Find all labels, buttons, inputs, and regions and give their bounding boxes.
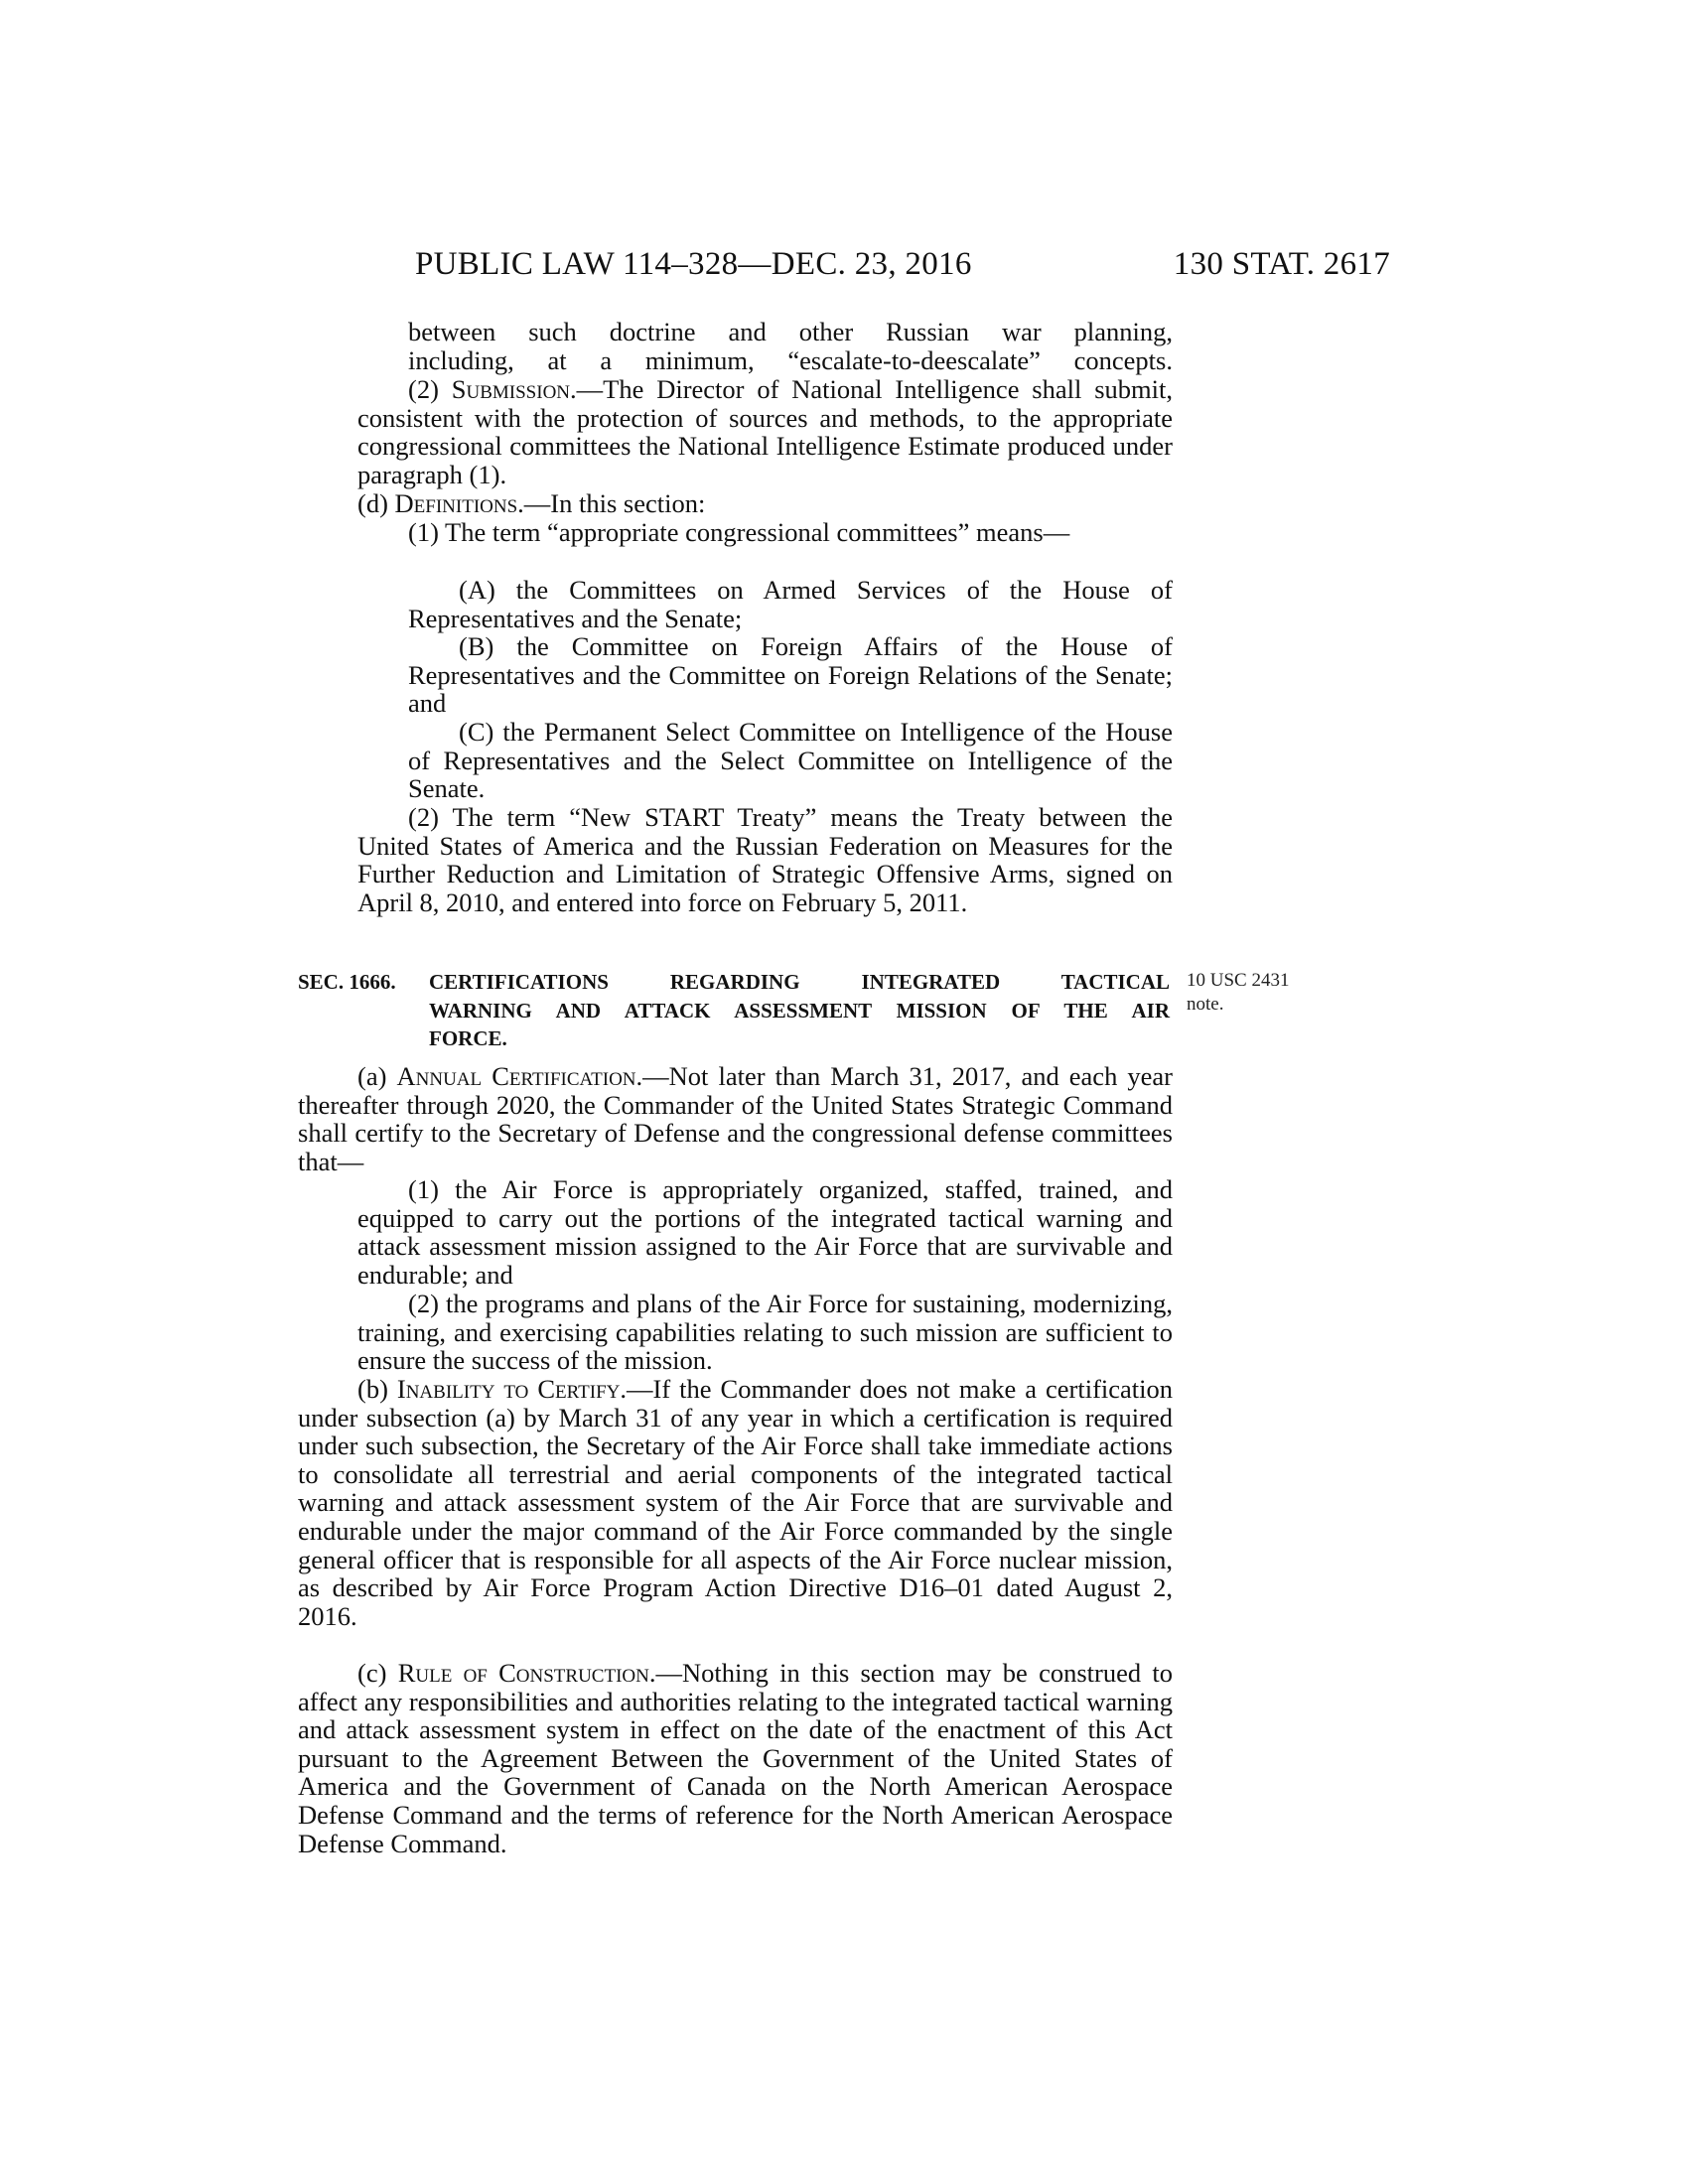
section-number: SEC. 1666. bbox=[298, 970, 396, 994]
continuation-line-1: between such doctrine and other Russian war planning, bbox=[408, 317, 1173, 346]
paragraph-number: (2) bbox=[408, 374, 452, 404]
subsection-heading: Definitions bbox=[394, 488, 518, 518]
subsection-letter: (c) bbox=[357, 1658, 398, 1688]
subsection-text: .—Nothing in this section may be construed to affect any responsibilities and authorities relating to the integrated tactical warning and attack assessment system in effect on the date of the enactment of this Act pursuant to the Agreement Between the Government of the United States of America and the Government of Canada on the North American Aerospace Defense Command and the terms of reference for the North American Aerospace Defense Command. bbox=[298, 1658, 1173, 1858]
subsection-definitions bbox=[357, 489, 1173, 518]
section-title-line: WARNING AND ATTACK ASSESSMENT MISSION OF THE AIR bbox=[429, 998, 1170, 1023]
definition-2: (2) The term “New START Treaty” means the Treaty between the United States of America and the Russian Federation on Measures for the Further Reduction and Limitation of Strategic Offensive Arms, signed on April 8, 2010, and entered into force on February 5, 2011. bbox=[357, 802, 1173, 917]
section-title bbox=[429, 968, 1170, 1053]
margin-note bbox=[1187, 969, 1289, 1017]
definition-1: (1) The term “appropriate congressional committees” means— bbox=[408, 517, 1070, 547]
definition-1-B: (B) the Committee on Foreign Affairs of the House of Representatives and the Committee on Foreign Relations of the Senate; and bbox=[408, 631, 1173, 719]
definition-1-A: (A) the Committees on Armed Services of the House of Representatives and the Senate; bbox=[408, 575, 1173, 633]
running-header bbox=[298, 246, 1390, 286]
subsection-a bbox=[298, 1062, 1173, 1175]
subsection-text: .—Not later than March 31, 2017, and each year thereafter through 2020, the Commander of the United States Strategic Command shall certify to the Secretary of Defense and the congressional defense committees that— bbox=[298, 1061, 1173, 1176]
subsection-letter: (b) bbox=[357, 1374, 397, 1404]
subsection-heading: Inability to Certify bbox=[396, 1374, 621, 1404]
margin-citation-note: note. bbox=[1187, 994, 1224, 1015]
subsection-text: .—In this section: bbox=[517, 488, 706, 518]
subsection-a-1: (1) the Air Force is appropriately organized, staffed, trained, and equipped to carry out the portions of the integrated tactical warning and attack assessment mission assigned to the Air Force that are survivable and endurable; and bbox=[357, 1174, 1173, 1290]
subsection-text: .—If the Commander does not make a certification under subsection (a) by March 31 of any year in which a certification is required under such subsection, the Secretary of the Air Force shall take immediate actions to consolidate all terrestrial and aerial components of the integrated tactical warning and attack assessment system of the Air Force that are survivable and endurable under the major command of the Air Force commanded by the single general officer that is responsible for all aspects of the Air Force nuclear mission, as described by Air Force Program Action Directive D16–01 dated August 2, 2016. bbox=[298, 1374, 1174, 1631]
paragraph-submission bbox=[357, 375, 1173, 488]
subsection-letter: (d) bbox=[357, 488, 395, 518]
section-title-line: CERTIFICATIONS REGARDING INTEGRATED TACTICAL bbox=[429, 970, 1170, 994]
subsection-heading: Annual Certification bbox=[396, 1061, 636, 1091]
subsection-c bbox=[298, 1659, 1173, 1857]
subsection-b bbox=[298, 1375, 1173, 1630]
definition-1-C: (C) the Permanent Select Committee on Intelligence of the House of Representatives and the Select Committee on Intelligence of the Senate. bbox=[408, 717, 1173, 804]
section-title-line: FORCE. bbox=[429, 1026, 507, 1050]
paragraph-heading: Submission bbox=[451, 374, 571, 404]
statute-page-number: 130 STAT. 2617 bbox=[1173, 246, 1390, 282]
paragraph-text: .—The Director of National Intelligence shall submit, consistent with the protection of sources and methods, to the appropriate congressional committees the National Intelligence Estimate produced under paragraph (1). bbox=[357, 374, 1173, 489]
subsection-a-2: (2) the programs and plans of the Air Force for sustaining, modernizing, training, and exercising capabilities relating to such mission are sufficient to ensure the success of the mission. bbox=[357, 1289, 1173, 1376]
subsection-letter: (a) bbox=[357, 1061, 397, 1091]
public-law-header: PUBLIC LAW 114–328—DEC. 23, 2016 bbox=[415, 246, 972, 282]
continuation-line-2: including, at a minimum, “escalate-to-deescalate” concepts. bbox=[408, 345, 1173, 375]
margin-citation: 10 USC 2431 bbox=[1187, 970, 1290, 991]
subsection-heading: Rule of Construction bbox=[397, 1658, 649, 1688]
